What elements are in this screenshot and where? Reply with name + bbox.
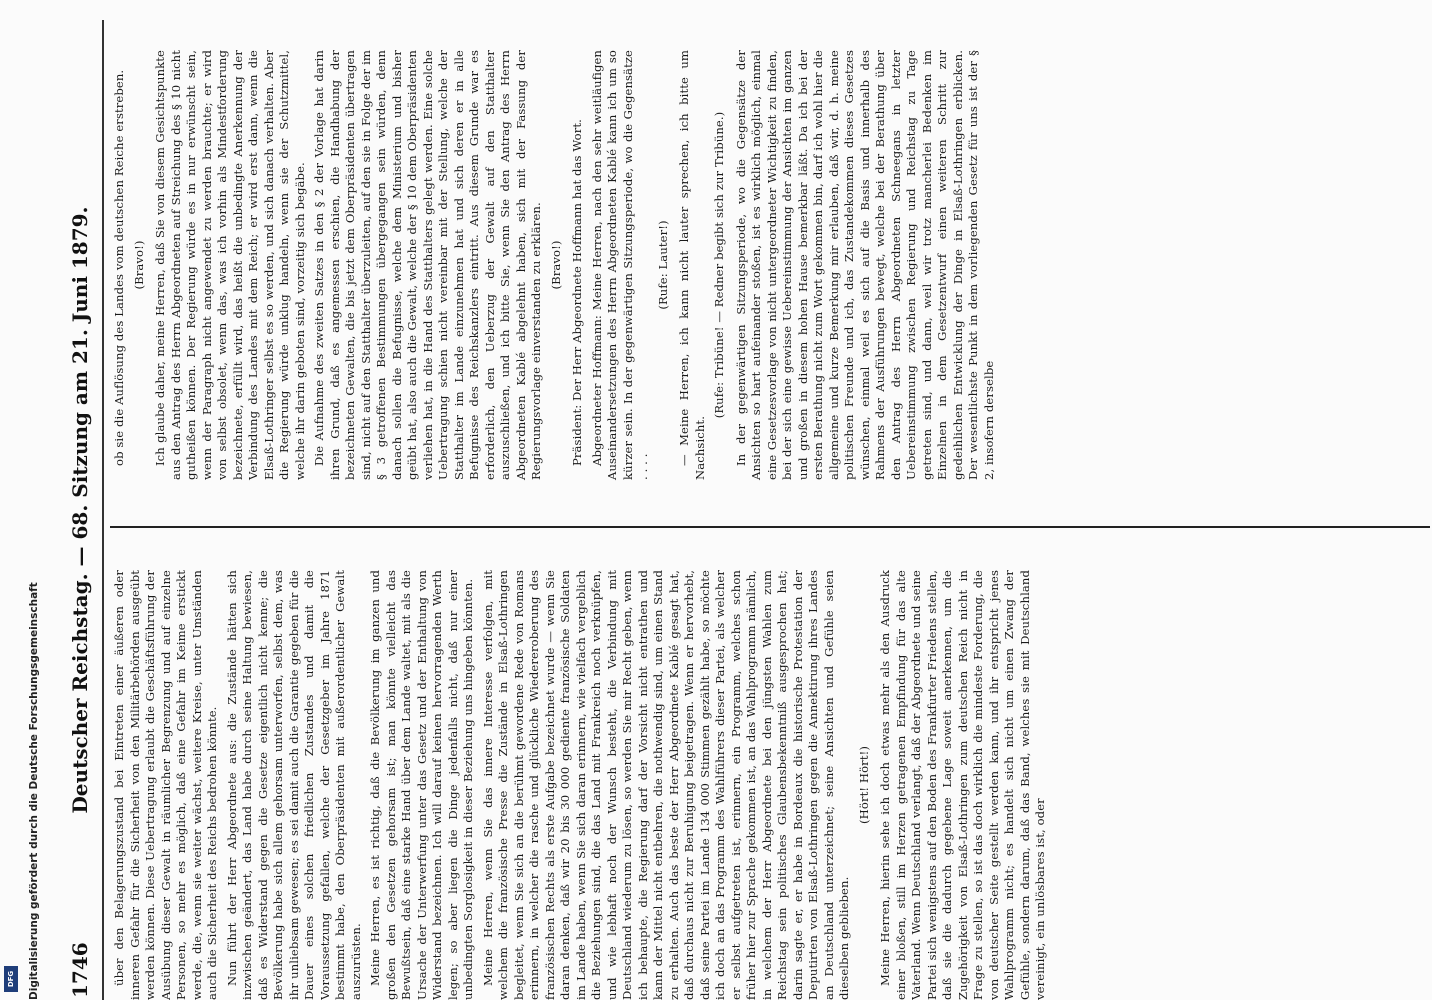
- paragraph: — Meine Herren, ich kann nicht lauter sprechen, ich bitte um Nachsicht.: [677, 50, 707, 480]
- header-rule: [102, 20, 104, 1000]
- right-column: [112, 50, 1001, 480]
- dfg-logo: [4, 966, 18, 992]
- interjection: (Bravo!): [548, 240, 563, 290]
- column-divider: [110, 526, 1430, 528]
- interjection: (Bravo!): [131, 240, 146, 290]
- paragraph: Ich glaube daher, meine Herren, daß Sie von diesem Gesichtspunkte aus den Antrag des Herrn Abgeordneten auf Streichung des § 10 nicht gutheißen können. Der Regierung würde es in nur erwünscht sein, wenn der Paragraph nicht angewendet zu werden brauchte; er wird von selbst obsolet, wenn das, was ich vorhin als Mindestforderung bezeichnete, erfüllt wird, das heißt die unbedingte Anerkennung der Verbindung des Landes mit dem Reich; er wird erst dann, wenn die Elsaß-Lothringer selbst es so werden, und sich danach verhalten. Aber die Regierung würde unklug handeln, wenn sie der Schutzmittel, welche ihr darin geboten sind, vorzeitig sich begäbe.: [153, 50, 307, 480]
- logo-text: DFG: [7, 970, 15, 988]
- paragraph: Die Aufnahme des zweiten Satzes in den § 2 der Vorlage hat darin ihren Grund, daß es angemessen erschien, die Handhabung der bezeichneten Gewalten, die bis jetzt dem Oberpräsidenten übertragen sind, nicht auf den Statthalter überzuleiten, auf den sie in Folge der im § 3 getroffenen Bestimmungen übergegangen sein würden, denn danach sollen die Befugnisse, welche dem Ministerium und bisher geübt hat, also auch die Gewalt, welche der § 10 dem Oberpräsidenten verliehen hat, in die Hand des Statthalters gelegt werden. Eine solche Uebertragung schien nicht vereinbar mit der Stellung, welche der Statthalter im Lande einzunehmen hat und sich deren er in alle Befugnisse des Reichskanzlers eintritt. Aus diesem Grunde war es erforderlich, den Ueberzug der Gewalt auf den Statthalter auszuschließen, und ich bitte Sie, wenn Sie den Antrag des Herrn Abgeordneten Kablé abgelehnt haben, sich mit der Fassung der Regierungsvorlage einverstanden zu erklären.: [312, 50, 543, 480]
- paragraph: In der gegenwärtigen Sitzungsperiode, wo die Gegensätze der Ansichten so hart aufeinander stoßen, ist es wirklich möglich, einmal eine Gesetzesvorlage von nicht untergeordneter Wichtigkeit zu finden, bei der sich eine gewisse Uebereinstimmung der Ansichten im ganzen und großen in diesem hohen Hause bemerkbar läßt. Da ich bei der ersten Berathung nicht zum Wort gekommen bin, darf ich wohl hier die allgemeine und kurze Bemerkung mir erlauben, daß wir, d. h. meine politischen Freunde und ich, das Zustandekommen dieses Gesetzes wünschen, einmal weil es sich auf die Basis und innerhalb des Rahmens der Ausführungen bewegt, welche bei der Berathung über den Antrag des Herrn Abgeordneten Schneegans in letzter Uebereinstimmung zwischen Regierung und Reichstag zu Tage getreten sind, und dann, weil wir trotz mancherlei Bedenken im Einzelnen in dem Gesetzentwurf einen weiteren Schritt zur gedeihlichen Entwicklung der Dinge in Elsaß-Lothringen erblicken. Der wesentlichste Punkt in dem vorliegenden Gesetz für uns ist der § 2, insofern derselbe: [733, 50, 996, 480]
- page-header: [62, 20, 102, 1000]
- interjection: (Rufe: Lauter!): [655, 220, 670, 310]
- paragraph: Nun führt der Herr Abgeordnete aus: die Zustände hätten sich inzwischen geändert, das Land habe durch seine Haltung bewiesen, daß es Widerstand gegen die Gesetze eigentlich nicht kenne; die Bevölkerung habe sich allem gehorsam unterworfen, selbst dem, was ihr unliebsam gewesen; es sei damit auch die Garantie gegeben für die Dauer eines solchen friedlichen Zustandes und damit die Voraussetzung gefallen, welche der Gesetzgeber im Jahre 1871 bestimmt habe, den Oberpräsidenten mit außerordentlicher Gewalt auszurüsten.: [224, 570, 363, 1000]
- page-number: 1746: [68, 942, 92, 998]
- page-title: Deutscher Reichstag. — 68. Sitzung am 21. Juni 1879.: [68, 206, 92, 814]
- credit-text: Digitalisierung gefördert durch die Deutsche Forschungsgemeinschaft: [28, 582, 40, 1000]
- speech-paragraph: Abgeordneter Hoffmann: Meine Herren, nach den sehr weitläufigen Auseinandersetzungen des Herrn Abgeordneten Kablé kann ich um so kürzer sein. In der gegenwärtigen Sitzungsperiode, wo die Gegensätze . . . .: [589, 50, 650, 480]
- interjection: (Hört! Hört!): [856, 746, 871, 824]
- paragraph: Meine Herren, wenn Sie das innere Interesse verfolgen, mit welchem die französische Presse die Zustände in Elsaß-Lothringen begleitet, wenn Sie sich an die berühmt gewordene Rede von Romans erinnern, in welcher die rasche und glückliche Wiedereroberung des französischen Rechts als erste Aufgabe bezeichnet wurde — wenn Sie daran denken, daß wir 20 bis 30 000 gediente französische Soldaten im Lande haben, wenn Sie sich daran erinnern, wie vielfach vergeblich die Beziehungen sind, die das Land mit Frankreich noch verknüpfen, und wie lebhaft noch der Wunsch besteht, die Verbindung mit Deutschland wiederum zu lösen, so werden Sie mir Recht geben, wenn ich behaupte, die Regierung darf der Vorsicht nicht entrathen und kann der Mittel nicht entbehren, die nothwendig sind, um einen Stand zu erhalten. Auch das beste der Herr Abgeordnete Kablé gesagt hat, daß durchaus nicht zur Beruhigung beigetragen. Wenn er hervorhebt, daß seine Partei im Lande 134 000 Stimmen gezählt habe, so möchte ich doch an das Programm des Wahlführers dieser Partei, als welcher er selbst aufgetreten ist, erinnern, ein Programm, welches schon früher hier zur Sprache gekommen ist, an das Wahlprogramm nämlich, in welchem der Herr Abgeordnete bei den jüngsten Wahlen zum Reichstag sein politisches Glaubensbekenntniß ausgesprochen hat; darin sagte er, er habe in Bordeaux die historische Protestation der Deputirten von Elsaß-Lothringen gegen die Annektirung ihres Landes an Deutschland unterzeichnet; seine Ansichten und Gefühle seien dieselben geblieben.: [480, 570, 851, 1000]
- digitization-credit: [4, 582, 40, 1000]
- paragraph: Meine Herren, es ist richtig, daß die Bevölkerung im ganzen und großen den Gesetzen gehorsam ist; man könnte vielleicht das Bewußtsein, daß eine starke Hand über dem Lande waltet, mit als die Ursache der Unterwerfung unter das Gesetz und der Enthaltung von Widerstand bezeichnen. Ich will darauf keinen hervorragenden Werth legen; so aber liegen die Dinge jedenfalls nicht, daß nur einer unbedingten Sorglosigkeit in dieser Beziehung uns hingeben könnten.: [368, 570, 475, 1000]
- paragraph: ob sie die Auflösung des Landes vom deutschen Reiche erstreben.: [112, 69, 126, 466]
- paragraph: Meine Herren, hierin sehe ich doch etwas mehr als den Ausdruck einer bloßen, still im Herzen getragenen Empfindung für das alte Vaterland. Wenn Deutschland verlangt, daß der Abgeordnete und seine Partei sich wenigstens auf den Boden des Frankfurter Friedens stellen, daß sie die dadurch gegebene Lage soweit anerkennen, um die Zugehörigkeit von Elsaß-Lothringen zum deutschen Reich nicht in Frage zu stellen, so ist das doch wirklich die mindeste Forderung, die von deutscher Seite gestellt werden kann, und ihr entspricht jenes Wahlprogramm nicht; es handelt sich nicht um einen Zwang der Gefühle, sondern darum, daß das Band, welches sie mit Deutschland vereinigt, ein unlösbares ist, oder: [878, 570, 1047, 1000]
- interjection: (Rufe: Tribüne! — Redner begibt sich zur Tribüne.): [712, 111, 726, 419]
- rotated-page-content: [40, 0, 1432, 1000]
- paragraph: über den Belagerungszustand bei Eintreten einer äußeren oder inneren Gefahr für die Sicherheit von den Militärbehörden ausgeübt werden können. Diese Uebertragung erlaubt die Geschäftsführung der Ausübung dieser Gewalt in räumlicher Begrenzung und auf einzelne Personen, so mehr es möglich, daß eine Gefahr im Keime erstickt werde, die, wenn sie weiter wächst, weitere Kreise, unter Umständen auch die Sicherheit des Reichs bedrohen könnte.: [112, 570, 219, 1000]
- president-statement: Präsident: Der Herr Abgeordnete Hoffmann hat das Wort.: [570, 119, 584, 466]
- left-column: [112, 570, 1053, 1000]
